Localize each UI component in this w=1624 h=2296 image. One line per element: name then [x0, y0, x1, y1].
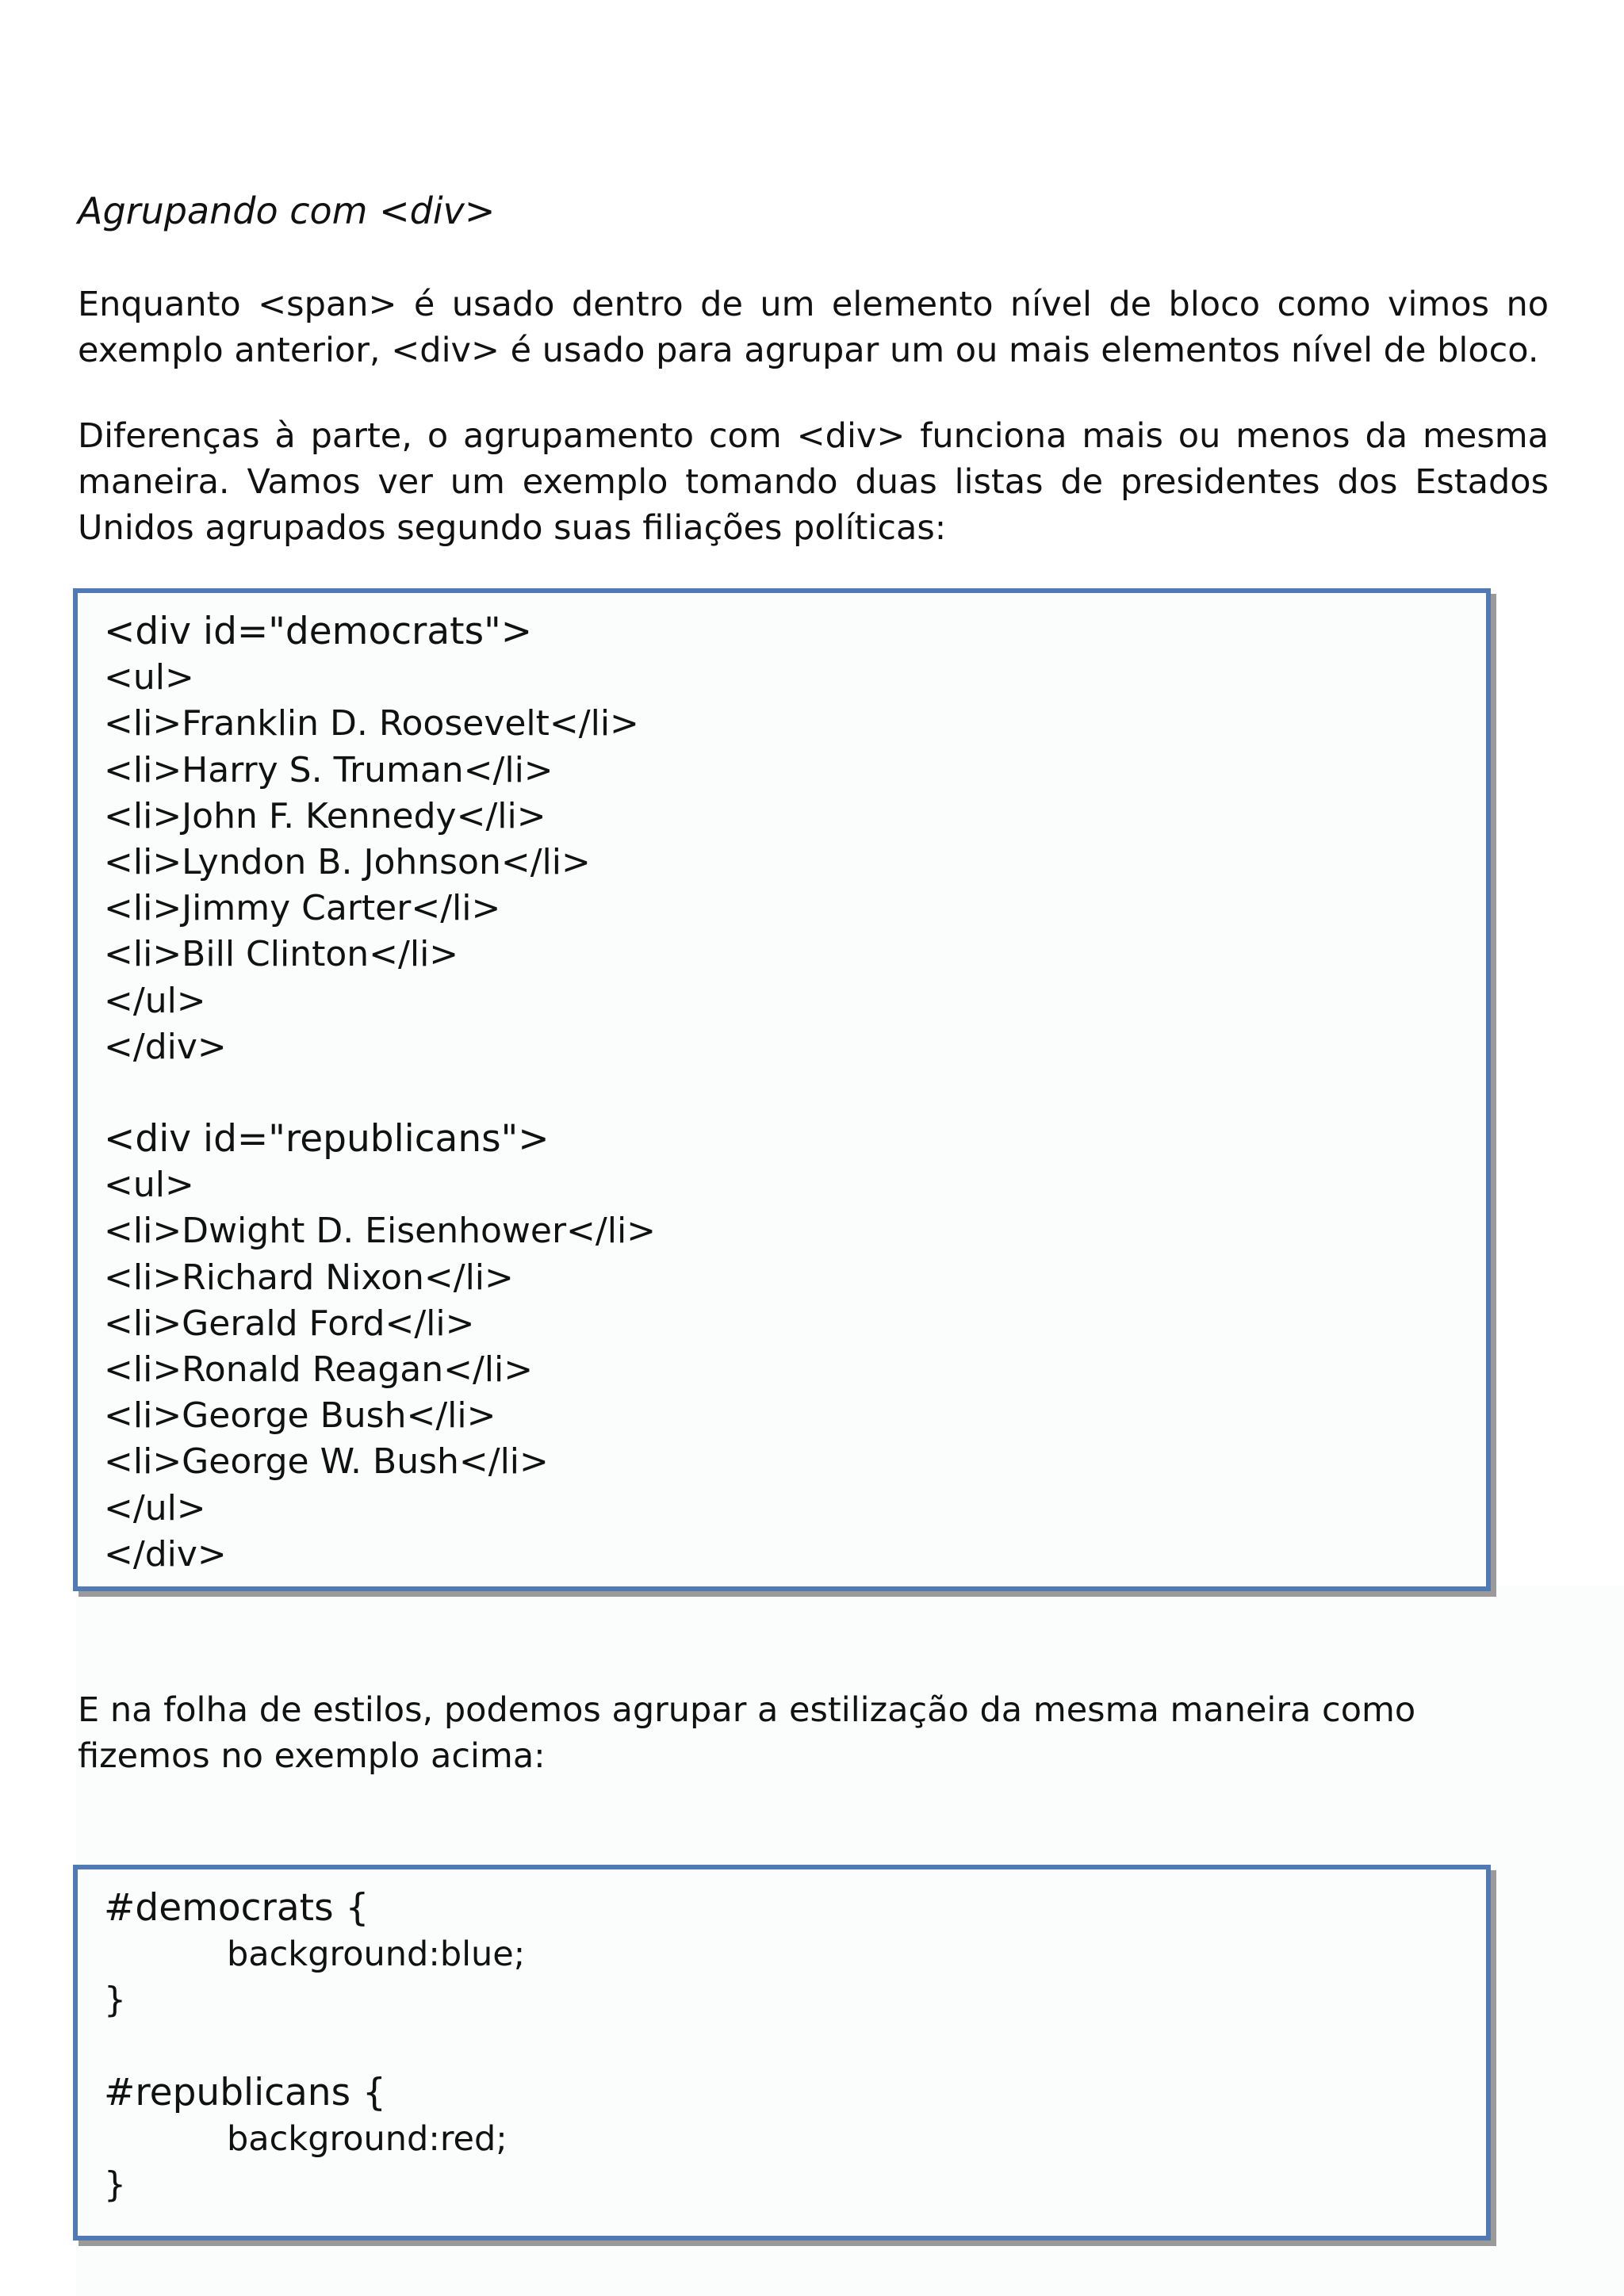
- code-line-declaration: background:red;: [227, 2118, 508, 2159]
- code-line: <li>Franklin D. Roosevelt</li>: [104, 703, 639, 744]
- code-line: <li>Bill Clinton</li>: [104, 934, 459, 975]
- code-line-close-brace: }: [104, 2164, 126, 2206]
- code-line: <li>Richard Nixon</li>: [104, 1257, 514, 1298]
- code-line: <li>Jimmy Carter</li>: [104, 888, 501, 929]
- code-line: </ul>: [104, 980, 206, 1021]
- code-line: <ul>: [104, 657, 194, 698]
- code-line-selector-republicans: #republicans {: [104, 2070, 386, 2114]
- code-line-close-brace: }: [104, 1980, 126, 2021]
- code-line: <li>Ronald Reagan</li>: [104, 1349, 534, 1390]
- code-line-selector-democrats: #democrats {: [104, 1886, 370, 1930]
- paragraph-differences: Diferenças à parte, o agrupamento com <div> funciona mais ou menos da mesma maneira. Vamos ver um exemplo tomando duas listas de presidentes dos Estados Unidos agrupados segundo suas filiações políticas:: [78, 416, 1549, 548]
- code-line: <ul>: [104, 1165, 194, 1206]
- paragraph-intro: Enquanto <span> é usado dentro de um elemento nível de bloco como vimos no exemplo anterior, <div> é usado para agrupar um ou mais elementos nível de bloco.: [78, 285, 1549, 370]
- code-line-blank: [104, 1070, 1486, 1116]
- code-line-div-republicans: <div id="republicans">: [104, 1117, 550, 1161]
- code-line: <li>Lyndon B. Johnson</li>: [104, 841, 591, 882]
- code-line: <li>John F. Kennedy</li>: [104, 795, 546, 836]
- code-line: <li>George W. Bush</li>: [104, 1441, 549, 1483]
- section-heading: Agrupando com <div>: [78, 189, 496, 232]
- code-line: <li>Gerald Ford</li>: [104, 1303, 475, 1344]
- paragraph-stylesheet: E na folha de estilos, podemos agrupar a estilização da mesma maneira como fizemos no exemplo acima:: [78, 1690, 1416, 1776]
- css-code-example: [73, 1865, 1491, 2241]
- code-line-declaration: background:blue;: [227, 1934, 526, 1975]
- html-code-example: [73, 588, 1491, 1591]
- code-line: </div>: [104, 1533, 227, 1575]
- code-line: <li>Harry S. Truman</li>: [104, 749, 553, 790]
- code-line: <li>Dwight D. Eisenhower</li>: [104, 1211, 657, 1252]
- code-line: </ul>: [104, 1487, 206, 1529]
- code-line-div-democrats: <div id="democrats">: [104, 610, 533, 653]
- code-line: <li>George Bush</li>: [104, 1395, 496, 1437]
- code-line: </div>: [104, 1026, 227, 1067]
- code-line-blank: [104, 2024, 1486, 2070]
